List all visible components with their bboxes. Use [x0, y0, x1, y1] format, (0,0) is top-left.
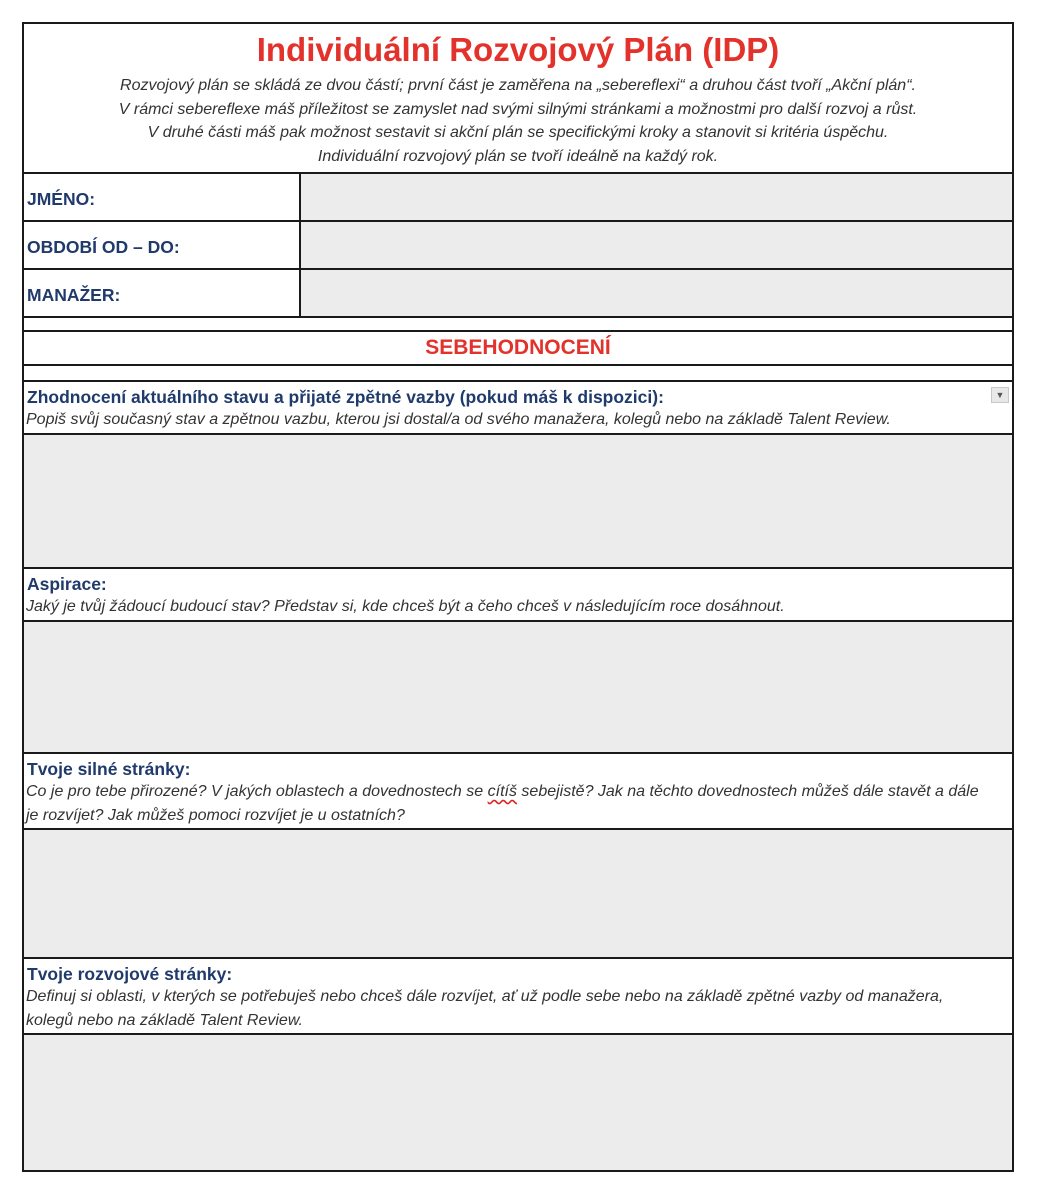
- question-description: [24, 780, 1012, 828]
- period-label: OBDOBÍ OD – DO:: [24, 222, 301, 268]
- description-text: Co je pro tebe přirozené? V jakých oblastech a dovednostech se: [26, 783, 488, 800]
- manager-label: MANAŽER:: [24, 270, 301, 316]
- intro-line: Rozvojový plán se skládá ze dvou částí; první část je zaměřena na „sebereflexi“ a druhou část tvoří „Akční plán“.: [120, 77, 916, 94]
- question-development-areas: [24, 959, 1012, 1035]
- name-row: [24, 174, 1012, 222]
- answer-current-state[interactable]: [24, 435, 1012, 569]
- spacer-row: [24, 318, 1012, 332]
- name-field[interactable]: [301, 174, 1012, 220]
- intro-text: [24, 74, 1012, 168]
- question-heading: Tvoje rozvojové stránky:: [27, 964, 233, 984]
- answer-aspiration[interactable]: [24, 622, 1012, 754]
- question-heading: Zhodnocení aktuálního stavu a přijaté zpětné vazby (pokud máš k dispozici):: [27, 387, 664, 407]
- section-title: SEBEHODNOCENÍ: [24, 332, 1012, 366]
- question-aspiration: [24, 569, 1012, 622]
- intro-line: V druhé části máš pak možnost sestavit si akční plán se specifickými kroky a stanovit si kritéria úspěchu.: [147, 124, 889, 141]
- answer-development-areas[interactable]: [24, 1035, 1012, 1170]
- period-row: [24, 222, 1012, 270]
- name-label: JMÉNO:: [24, 174, 301, 220]
- idp-form: [22, 22, 1014, 1172]
- spacer-row: [24, 366, 1012, 382]
- spellcheck-word: cítíš: [487, 783, 517, 800]
- description-text: sebejistě? Jak na těchto dovednostech můžeš dále stavět a dále je rozvíjet? Jak můžeš pomoci rozvíjet je u ostatních?: [26, 783, 979, 824]
- period-field[interactable]: [301, 222, 1012, 268]
- question-heading: Aspirace:: [27, 574, 107, 594]
- question-current-state: [24, 382, 1012, 435]
- question-description: Jaký je tvůj žádoucí budoucí stav? Představ si, kde chceš být a čeho chceš v následujícím roce dosáhnout.: [26, 598, 785, 615]
- intro-line: V rámci sebereflexe máš příležitost se zamyslet nad svými silnými stránkami a možnostmi pro další rozvoj a růst.: [118, 100, 918, 118]
- intro-line: Individuální rozvojový plán se tvoří ideálně na každý rok.: [317, 147, 719, 165]
- manager-row: [24, 270, 1012, 318]
- question-description: Definuj si oblasti, v kterých se potřebuješ nebo chceš dále rozvíjet, ať už podle sebe nebo na základě zpětné vazby od manažera, kolegů nebo na základě Talent Review.: [26, 988, 944, 1029]
- answer-strengths[interactable]: [24, 830, 1012, 959]
- question-description: Popiš svůj současný stav a zpětnou vazbu, kterou jsi dostal/a od svého manažera, kolegů nebo na základě Talent Review.: [26, 411, 891, 428]
- form-title: Individuální Rozvojový Plán (IDP): [256, 31, 780, 68]
- question-strengths: [24, 754, 1012, 830]
- triangle-down-icon[interactable]: ▼: [991, 387, 1009, 403]
- manager-field[interactable]: [301, 270, 1012, 316]
- question-heading: Tvoje silné stránky:: [27, 759, 191, 779]
